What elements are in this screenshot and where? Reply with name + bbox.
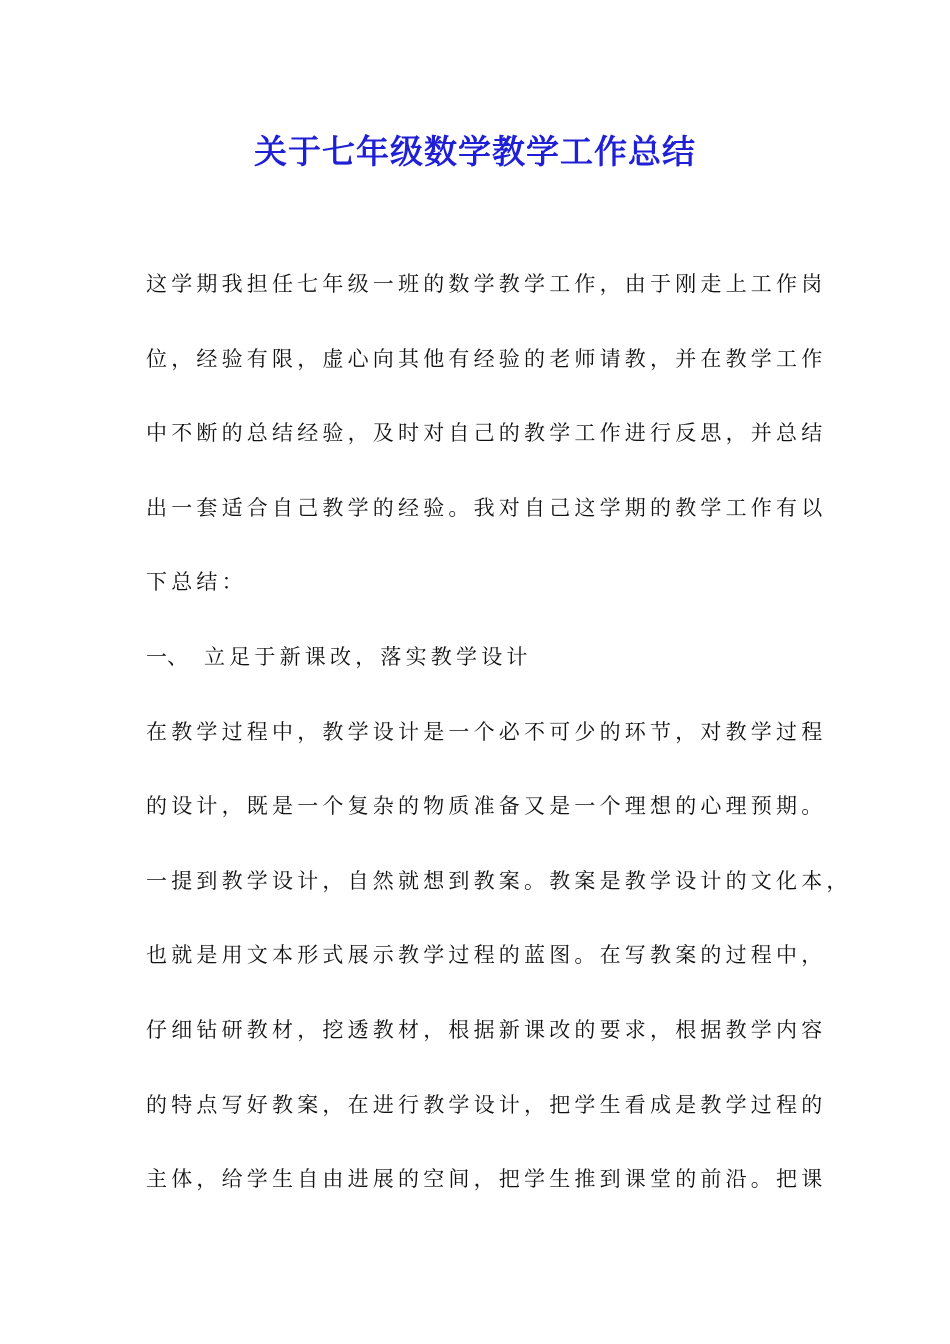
paragraph-line: 在教学过程中，教学设计是一个必不可少的环节，对教学过程 bbox=[146, 719, 827, 744]
paragraph-line: 的设计，既是一个复杂的物质准备又是一个理想的心理预期。 bbox=[146, 794, 827, 819]
paragraph-line: 仔细钻研教材，挖透教材，根据新课改的要求，根据教学内容 bbox=[146, 1017, 827, 1042]
section-number: 一、 bbox=[146, 644, 188, 669]
paragraph-line: 也就是用文本形式展示教学过程的蓝图。在写教案的过程中， bbox=[146, 943, 827, 968]
paragraph-line: 一提到教学设计，自然就想到教案。教案是教学设计的文化本， bbox=[146, 868, 852, 893]
paragraph-line: 主体，给学生自由进展的空间，把学生推到课堂的前沿。把课 bbox=[146, 1167, 827, 1192]
document-body bbox=[146, 262, 852, 1232]
paragraph-line: 中不断的总结经验，及时对自己的教学工作进行反思，并总结 bbox=[146, 421, 827, 446]
section-heading-text: 立足于新课改，落实教学设计 bbox=[204, 644, 532, 669]
paragraph-line: 这学期我担任七年级一班的数学教学工作，由于刚走上工作岗 bbox=[146, 272, 827, 296]
document-title: 关于七年级数学教学工作总结 bbox=[254, 132, 696, 171]
paragraph-line: 出一套适合自己教学的经验。我对自己这学期的教学工作有以 bbox=[146, 495, 827, 520]
paragraph-line: 的特点写好教案，在进行教学设计，把学生看成是教学过程的 bbox=[146, 1092, 827, 1117]
paragraph-line: 位，经验有限，虚心向其他有经验的老师请教，并在教学工作 bbox=[146, 346, 827, 371]
section-heading bbox=[146, 635, 822, 710]
paragraph-line: 下总结： bbox=[146, 570, 247, 595]
